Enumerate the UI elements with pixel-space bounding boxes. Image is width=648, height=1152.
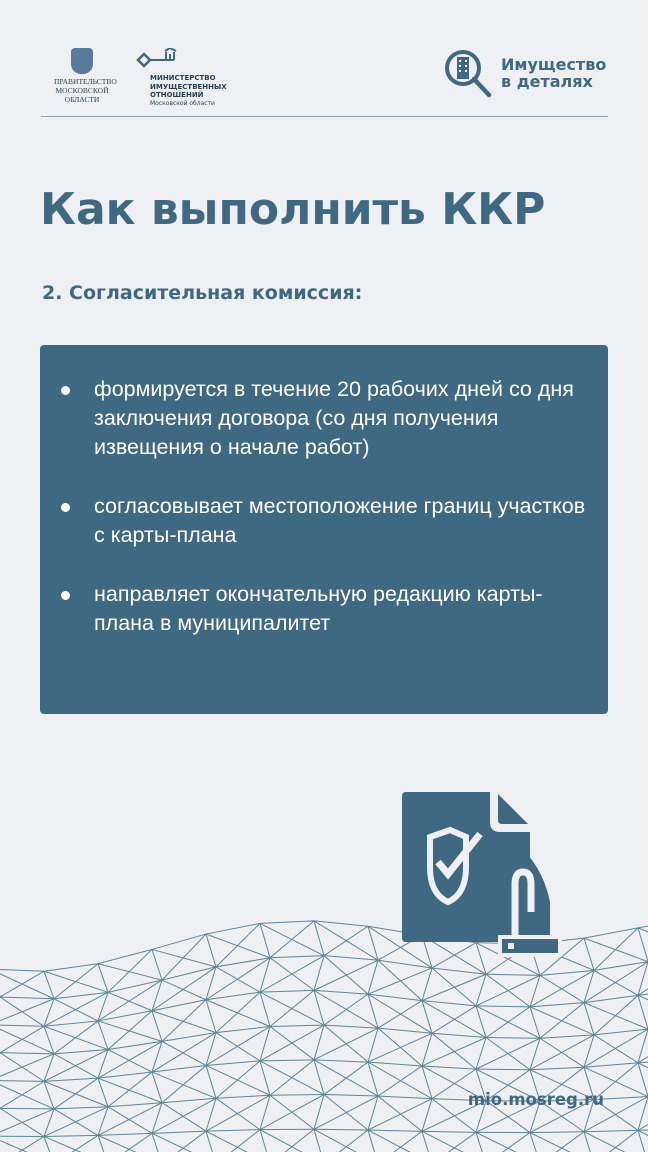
mesh-line [152,1072,216,1098]
list-item-text: направляет окончательную редакцию карты-плана в муниципалитет [94,582,543,635]
info-card [40,345,608,714]
mesh-line [378,960,432,968]
mesh-line [368,1028,378,1062]
list-item-text: формируется в течение 20 рабочих дней со дня заключения договора (со дня получения извещения о начале работ) [94,377,574,459]
mesh-line [98,1078,162,1103]
list-item [94,375,588,462]
mesh-line [0,1080,44,1081]
brand-line2: в деталях [501,72,593,91]
mesh-line [54,1078,98,1109]
mesh-line [324,1130,368,1152]
mesh-line [432,1132,476,1152]
mesh-line [216,1098,260,1129]
mesh-line [270,1129,314,1152]
mesh-line [206,1065,270,1095]
mesh-line [314,1129,368,1130]
mesh-line [530,1067,584,1070]
ministry-logo-sub: Московской области [150,99,215,107]
mesh-line [260,923,270,957]
mesh-line [0,1026,44,1052]
mesh-line [422,1033,432,1066]
mesh-line [152,980,162,1011]
document-shield-check-hand-icon [402,792,562,957]
mesh-line [216,1130,260,1152]
brand-line1: Имущество [501,55,607,74]
mesh-line [378,1028,422,1066]
mesh-line [206,992,260,1000]
bullet-list [40,345,608,638]
mesh-line [368,960,378,994]
mesh-line [0,997,54,999]
mesh-line [324,994,368,1025]
mesh-line [216,1095,270,1098]
mesh-line [108,1103,162,1107]
key-house-icon [136,48,186,68]
mesh-line [476,1038,486,1070]
mesh-line [324,1095,378,1097]
mesh-line [422,968,432,1001]
mesh-line [270,1095,324,1096]
mesh-line [260,1061,270,1095]
mesh-line [206,1065,216,1098]
mesh-line [638,1063,648,1097]
mesh-line [368,1099,432,1130]
mesh-line [152,1072,162,1103]
mesh-line [270,921,314,958]
mesh-line [594,995,638,1035]
mesh-line [54,992,108,998]
mesh-line [584,1063,638,1067]
mesh-line [206,934,216,967]
mesh-line [260,990,314,992]
mesh-line [162,1098,216,1102]
mesh-line [486,1133,530,1152]
mesh-line [486,1007,530,1038]
mesh-line [260,956,324,992]
mesh-line [638,995,648,1029]
mesh-line [162,967,216,980]
mesh-line [0,971,44,997]
mesh-line [422,1099,432,1132]
mesh-line [108,949,152,992]
mesh-line [584,995,638,1002]
mesh-line [422,1066,476,1069]
mesh-line [260,1130,270,1152]
page-title: Как выполнить ККР [40,184,546,235]
magnifier-building-icon [443,48,493,98]
mesh-line [0,1053,54,1054]
website-link[interactable]: mio.mosreg.ru [467,1090,604,1109]
mesh-line [216,992,260,1032]
mesh-line [152,934,206,949]
mesh-line [270,1025,324,1026]
mesh-line [108,980,162,992]
mesh-line [486,1038,540,1039]
gov-logo [54,48,117,104]
mesh-line [314,1096,378,1129]
mesh-line [98,1135,162,1152]
mesh-line [584,1003,594,1035]
mesh-line [368,1033,432,1062]
mesh-line [270,990,314,1026]
mesh-line [314,960,378,990]
mesh-line [0,969,54,999]
mesh-line [0,1080,54,1108]
mesh-line [584,928,638,938]
ministry-logo-line: МИНИСТЕРСТВО [150,74,216,82]
mesh-line [54,1107,108,1109]
mesh-line [324,1025,378,1028]
gov-logo-line: ОБЛАСТИ [64,95,100,104]
mesh-line [584,1130,638,1131]
mesh-line [152,1011,216,1033]
mesh-line [476,1038,540,1069]
ministry-logo-line: ОТНОШЕНИЙ [150,91,204,99]
mesh-line [584,1132,648,1152]
mesh-line [314,1060,368,1062]
list-item [94,492,588,550]
mesh-line [368,1096,378,1130]
mesh-line [98,964,108,993]
list-item-text: согласовывает местоположение границ участков с карты-плана [94,494,586,547]
mesh-line [476,974,486,1006]
mesh-line [162,980,206,1000]
mesh-line [206,923,260,934]
mesh-line [530,1132,584,1133]
mesh-line [152,949,162,980]
mesh-line [324,956,378,961]
mesh-line [638,928,648,962]
header-divider [41,116,608,117]
mesh-line [162,1065,206,1102]
mesh-line [584,1003,648,1029]
bullet-icon [61,503,70,512]
mesh-line [206,967,216,1000]
list-item [94,580,588,638]
mesh-line [368,1062,422,1066]
mesh-line [98,1021,162,1041]
mesh-line [98,1133,152,1135]
mesh-line [368,1130,378,1152]
mesh-line [422,974,486,1000]
mesh-line [260,1130,324,1152]
mesh-line [260,1025,324,1061]
mesh-line [260,1060,314,1061]
mesh-line [206,1130,260,1132]
mesh-line [206,1000,216,1033]
mesh-line [0,969,44,971]
mesh-line [422,1131,476,1132]
mesh-line [206,1131,270,1152]
mesh-line [0,1108,54,1109]
mesh-line [152,1131,206,1133]
mesh-line [638,919,648,928]
mesh-line [260,992,270,1026]
gov-logo-line: МОСКОВСКОЙ [55,86,109,95]
mesh-line [206,1000,270,1027]
ministry-logo-line: ИМУЩЕСТВЕННЫХ [150,82,227,91]
mesh-line [108,1072,152,1107]
mesh-line [378,1096,422,1131]
mesh-line [584,938,648,962]
mesh-line [476,1006,530,1007]
mesh-line [152,949,216,966]
mesh-line [314,1028,378,1060]
mesh-line [162,934,206,980]
section-subtitle: 2. Согласительная комиссия: [42,282,363,304]
mesh-line [0,1136,44,1152]
mesh-line [98,1021,108,1050]
mesh-line [432,1033,486,1037]
mesh-line [530,1133,594,1152]
mesh-line [540,1035,594,1038]
mesh-line [270,956,324,958]
mesh-line [54,1021,98,1054]
mesh-line [584,938,594,970]
mesh-line [152,1065,206,1072]
gov-logo-line: ПРАВИТЕЛЬСТВО [54,77,117,86]
ministry-logo [136,48,227,108]
mesh-line [0,1025,54,1054]
mesh-line [378,960,422,1000]
mesh-line [0,1136,54,1152]
mesh-line [368,968,432,994]
mesh-line [216,1061,260,1098]
mesh-line [206,934,270,958]
bullet-icon [61,591,70,600]
mesh-line [368,1130,422,1131]
mesh-line [378,1066,422,1096]
mesh-line [540,1003,584,1039]
mesh-line [108,992,152,1010]
mesh-line [378,1131,422,1152]
mesh-line [260,1095,324,1130]
mesh-line [530,1003,584,1007]
mesh-line [638,1130,648,1152]
bullet-icon [61,386,70,395]
mesh-line [540,1132,584,1152]
mesh-line [0,1025,44,1026]
mesh-line [206,1061,260,1066]
mesh-line [98,1078,108,1107]
mesh-line [98,949,152,963]
brand-logo [443,48,606,98]
mesh-line [44,1135,98,1136]
coat-of-arms-icon [71,48,93,74]
mesh-line [324,1062,368,1094]
mesh-line [260,921,314,923]
mesh-line [422,1038,486,1066]
mesh-line [0,1081,44,1108]
mesh-line [476,975,540,1006]
mesh-line [486,974,540,975]
mesh-line [314,990,368,994]
mesh-line [314,1129,324,1152]
mesh-line [98,964,162,980]
mesh-line [152,1011,162,1042]
mesh-line [378,1096,432,1099]
mesh-line [270,1060,314,1095]
mesh-line [476,1069,530,1070]
mesh-line [152,1133,216,1152]
mesh-line [44,1078,98,1081]
mesh-line [594,1130,638,1152]
